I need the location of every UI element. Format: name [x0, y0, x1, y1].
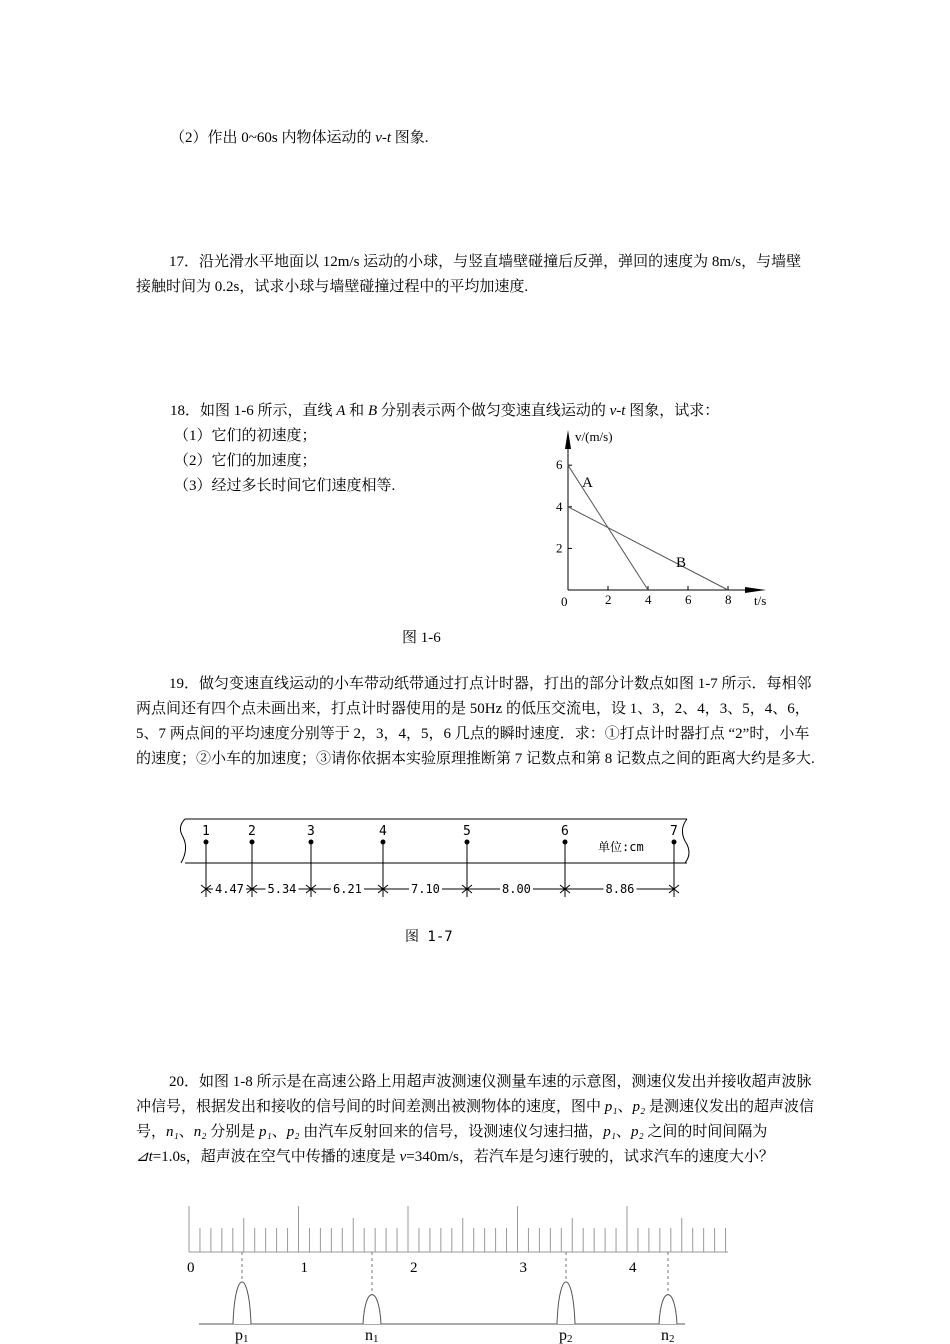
- question-17: 17．沿光滑水平地面以 12m/s 运动的小球，与竖直墙壁碰撞后反弹，弹回的速度为 8m/s，与墙壁接触时间为 0.2s，试求小球与墙壁碰撞过程中的平均加速度.: [136, 254, 802, 295]
- y-tick-label: 2: [556, 540, 563, 556]
- q20-p2: p₂: [632, 1099, 646, 1115]
- tape-point-label: 1: [202, 824, 210, 839]
- q20-text-3: 是测速仪发出的超声波信号，: [136, 1099, 814, 1140]
- distance-label: 4.47: [215, 882, 244, 896]
- q16-part2: [170, 126, 429, 151]
- tape-point-label: 5: [463, 824, 471, 839]
- x-tick-label: 0: [561, 594, 568, 609]
- q18-text-c: 分别表示两个做匀变速直线运动的: [377, 403, 610, 419]
- q16-part2-suffix: 图象.: [391, 130, 429, 146]
- q18-text-a: 18．如图 1-6 所示，直线: [170, 403, 337, 419]
- q18-vt-label: v-t: [609, 403, 626, 419]
- scale-label: 1: [300, 1260, 308, 1276]
- q18-text-b: 和: [345, 403, 368, 419]
- series-line-b: [568, 507, 728, 590]
- q20-delta-t: ⊿t: [136, 1149, 153, 1165]
- pulse-label-n1: n1: [365, 1327, 379, 1344]
- tape-point-label: 4: [379, 824, 387, 839]
- figure-1-7-caption: 图 1-7: [405, 929, 453, 945]
- figure-1-6-caption: 图 1-6: [402, 630, 441, 646]
- question-18-intro: [170, 399, 719, 424]
- scale-label: 2: [410, 1260, 418, 1276]
- tape-point-label: 6: [561, 824, 569, 839]
- question-20: [136, 1070, 816, 1170]
- tape-right-tear: [682, 819, 689, 863]
- pulse-n2: [659, 1295, 677, 1324]
- tape-point-label: 7: [670, 824, 678, 839]
- q20-text-1: 20．如图 1-8 所示是在高速公路上用超声波测速仪测量车速的示意图，测速仪发出并接收超声波脉冲信号，根据发出和接收的信号间的时间差测出被测物体的速度，图中: [136, 1074, 812, 1115]
- pulse-p2: [557, 1282, 575, 1324]
- distance-label: 6.21: [333, 882, 362, 896]
- x-tick-label: 8: [725, 592, 732, 607]
- x-tick-label: 2: [605, 592, 612, 607]
- q20-p1: p₁: [604, 1099, 618, 1115]
- distance-label: 7.10: [411, 882, 440, 896]
- tape-point-label: 2: [248, 824, 256, 839]
- figure-1-8-scale: [175, 1200, 735, 1344]
- scale-label: 3: [519, 1260, 527, 1276]
- q20-text-4: 、: [178, 1124, 194, 1140]
- q18-item-1: （1）它们的初速度；: [174, 428, 317, 444]
- q20-n1: n₁: [166, 1124, 179, 1140]
- question-19: 19．做匀变速直线运动的小车带动纸带通过打点计时器，打出的部分计数点如图 1-7 所示．每相邻两点间还有四个点未画出来，打点计时器使用的是 50Hz 的低压交流电，设 1、3，2、4，3、5，4、6，5、7 两点间的平均速度分别等于 2，3，4，5，6 几点的瞬时速度．求：①打点计时器打点 “2”时，小车的速度；②小车的加速度；③请你依据本实验原理推断第 7 记数点和第 8 记数点之间的距离大约是多大.: [136, 676, 815, 767]
- figure-1-6-chart: [540, 422, 780, 612]
- distance-label: 8.00: [502, 882, 531, 896]
- series-label-b: B: [676, 555, 687, 572]
- scale-label: 0: [187, 1260, 195, 1276]
- pulse-n1: [363, 1295, 381, 1324]
- q18-line-a-label: A: [336, 403, 346, 419]
- q20-p2c: p₂: [630, 1124, 644, 1140]
- q20-n2: n₂: [193, 1124, 207, 1140]
- q20-text-8: 、: [615, 1124, 631, 1140]
- tape-left-tear: [180, 819, 185, 863]
- distance-label: 8.86: [605, 882, 635, 896]
- x-tick-label: 6: [685, 592, 692, 607]
- q20-text-5: 分别是: [206, 1124, 259, 1140]
- y-axis-arrow: [565, 430, 571, 449]
- q20-p1b: p₁: [258, 1124, 272, 1140]
- tape-unit-label: 单位:cm: [598, 840, 644, 854]
- figure-1-7-tape: [175, 815, 715, 905]
- pulse-p1: [233, 1282, 251, 1324]
- q18-line-b-label: B: [367, 403, 378, 419]
- x-tick-label: 4: [645, 592, 652, 607]
- q20-p2b: p₂: [286, 1124, 300, 1140]
- q20-p1c: p₁: [603, 1124, 616, 1140]
- series-label-a: A: [582, 475, 593, 492]
- q20-text-11: =340m/s，若汽车是匀速行驶的，试求汽车的速度大小？: [406, 1149, 774, 1165]
- q20-text-9: 之间的时间间隔为: [643, 1124, 768, 1140]
- y-tick-label: 6: [556, 457, 563, 473]
- q18-item-2: （2）它们的加速度；: [174, 453, 317, 469]
- q16-vt-label: v-t: [375, 130, 392, 146]
- tape-point-label: 3: [307, 824, 315, 839]
- pulse-label-p1: p1: [235, 1327, 249, 1344]
- q20-text-10: =1.0s，超声波在空气中传播的速度是: [152, 1149, 400, 1165]
- q18-item-3: （3）经过多长时间它们速度相等.: [174, 478, 396, 494]
- pulse-label-n2: n2: [661, 1327, 675, 1344]
- q18-text-d: 图象，试求：: [625, 403, 720, 419]
- q20-text-6: 、: [271, 1124, 287, 1140]
- q20-text-2: 、: [617, 1099, 633, 1115]
- distance-label: 5.34: [267, 882, 297, 896]
- q20-v: v: [399, 1149, 407, 1165]
- q20-text-7: 由汽车反射回来的信号，设测速仪匀速扫描，: [299, 1124, 604, 1140]
- pulse-label-p2: p2: [559, 1327, 573, 1344]
- y-tick-label: 4: [556, 498, 563, 514]
- q16-part2-prefix: （2）作出 0~60s 内物体运动的: [170, 130, 376, 146]
- y-axis-label: v/(m/s): [575, 429, 613, 444]
- x-axis-label: t/s: [754, 593, 767, 608]
- scale-label: 4: [629, 1260, 637, 1276]
